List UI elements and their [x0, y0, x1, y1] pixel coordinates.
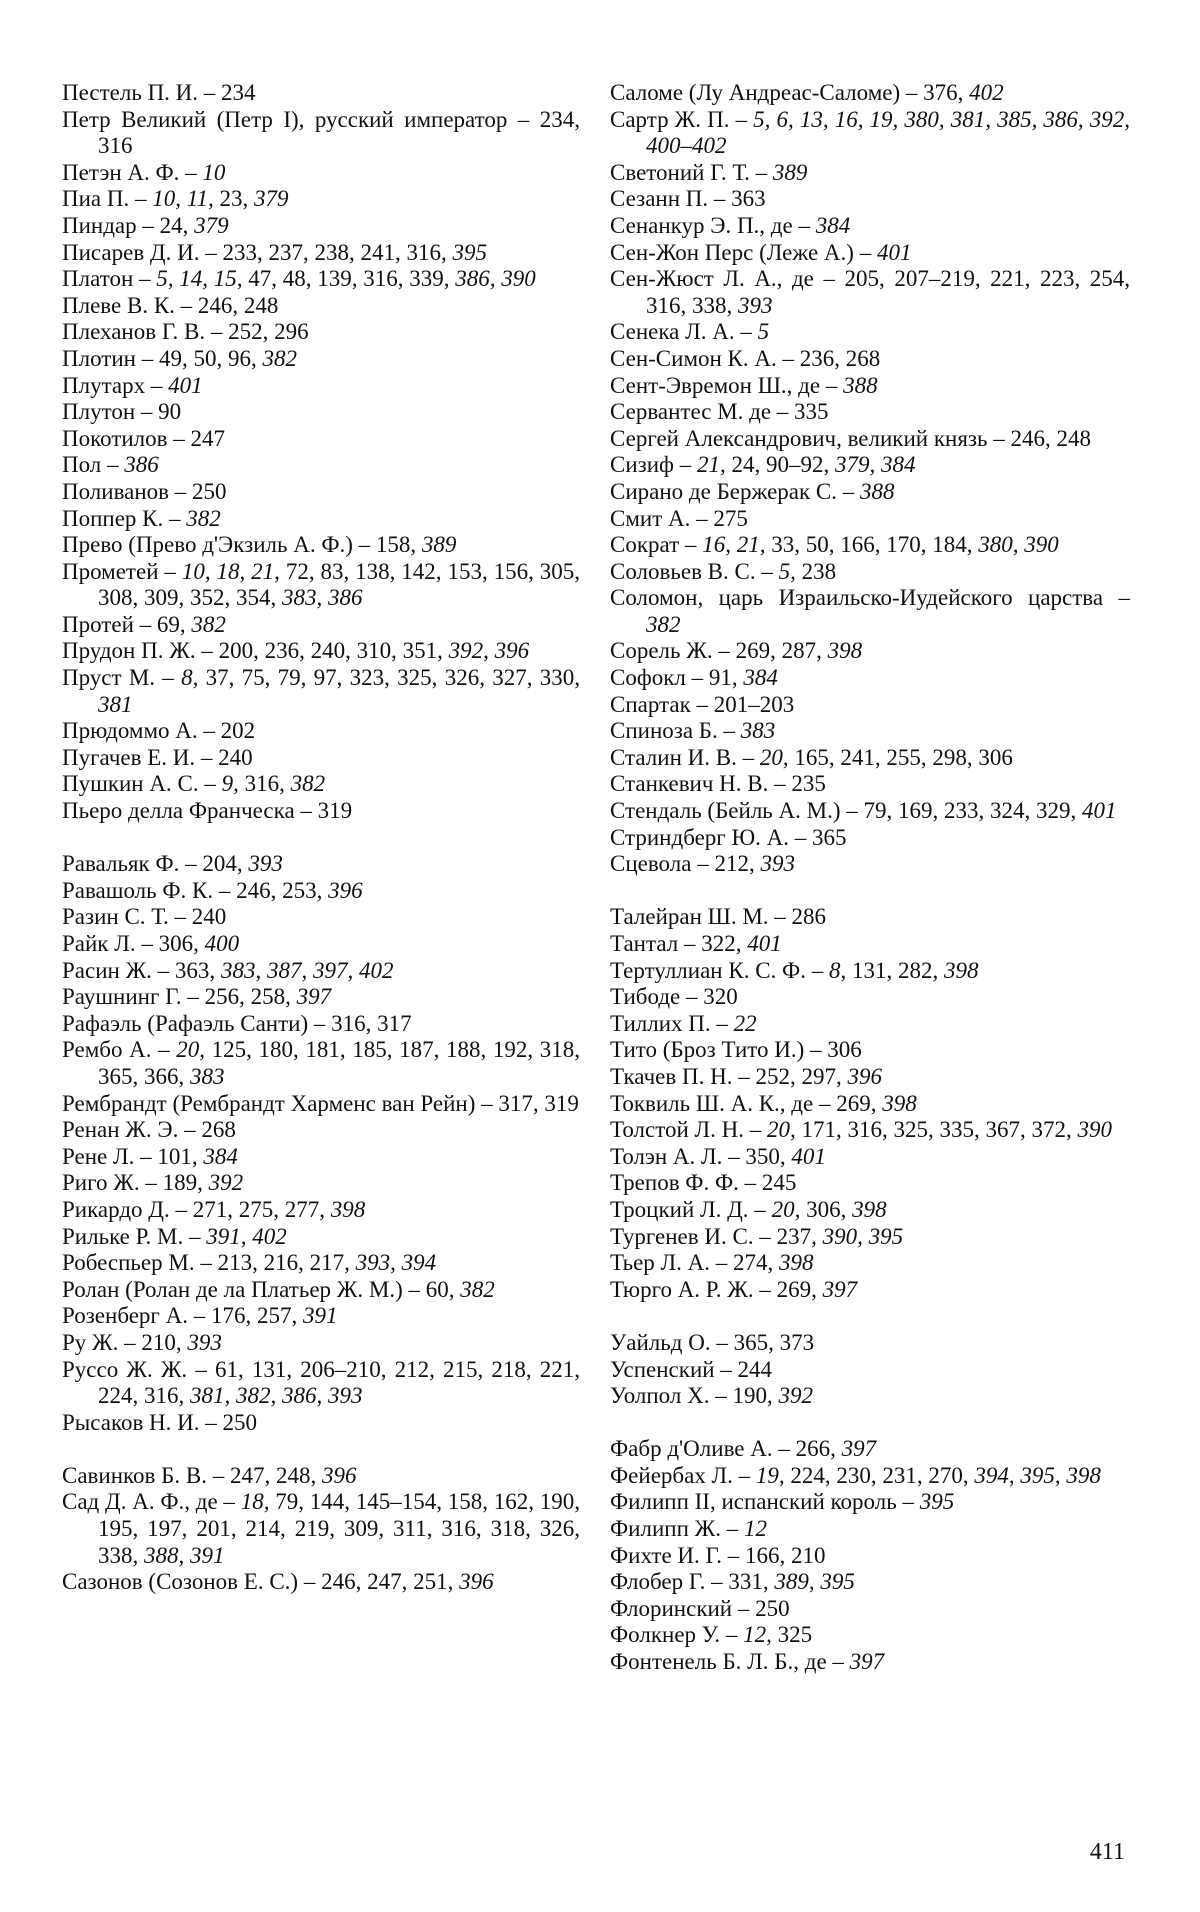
- index-entry: Сен-Симон К. А. – 236, 268: [610, 345, 881, 371]
- section-gap: [62, 1436, 580, 1463]
- index-entry: Пиа П. – 10, 11, 23, 379: [62, 186, 289, 212]
- index-entry: Платон – 5, 14, 15, 47, 48, 139, 316, 339, 386, 390: [62, 266, 536, 292]
- index-entry: Руссо Ж. Ж. – 61, 131, 206–210, 212, 215, 218, 221, 224, 316, 381, 382, 386, 393: [62, 1356, 580, 1409]
- index-entry: Сталин И. В. – 20, 165, 241, 255, 298, 306: [610, 744, 1013, 770]
- index-entry: Соловьев В. С. – 5, 238: [610, 558, 837, 584]
- index-entry: Рембрандт (Рембрандт Харменс ван Рейн) – 317, 319: [62, 1090, 579, 1116]
- index-entry: Трепов Ф. Ф. – 245: [610, 1170, 797, 1196]
- index-entry: Тиллих П. – 22: [610, 1010, 757, 1036]
- index-entry: Петэн А. Ф. – 10: [62, 159, 226, 185]
- index-entry: Рене Л. – 101, 384: [62, 1143, 238, 1169]
- index-entry: Райк Л. – 306, 400: [62, 931, 240, 956]
- index-entry: Флобер Г. – 331, 389, 395: [610, 1569, 855, 1595]
- index-entry: Сорель Ж. – 269, 287, 398: [610, 638, 863, 664]
- index-entry: Сартр Ж. П. – 5, 6, 13, 16, 19, 380, 381, 385, 386, 392, 400–402: [610, 106, 1131, 159]
- index-entry: Рембо А. – 20, 125, 180, 181, 185, 187, 188, 192, 318, 365, 366, 383: [62, 1037, 580, 1089]
- index-entry: Плутарх – 401: [62, 372, 203, 398]
- index-entry: Рысаков Н. И. – 250: [62, 1409, 258, 1435]
- index-entry: Ролан (Ролан де ла Платьер Ж. М.) – 60, 382: [62, 1276, 495, 1302]
- index-entry: Станкевич Н. В. – 235: [610, 771, 826, 797]
- section-gap: [62, 825, 580, 852]
- index-entry: Пугачев Е. И. – 240: [62, 744, 253, 770]
- index-entry: Сезанн П. – 363: [610, 186, 766, 212]
- index-entry: Ткачев П. Н. – 252, 297, 396: [610, 1063, 882, 1089]
- index-entry: Плутон – 90: [62, 399, 182, 425]
- index-entry: Петр Великий (Петр I), русский император – 234, 316: [62, 106, 580, 159]
- index-column-left: [62, 80, 580, 1596]
- index-entry: Фонтенель Б. Л. Б., де – 397: [610, 1649, 885, 1675]
- index-entry: Сад Д. А. Ф., де – 18, 79, 144, 145–154, 158, 162, 190, 195, 197, 201, 214, 219, 309, 311, 316, 318, 326, 338, 388, 391: [62, 1489, 580, 1568]
- index-entry: Спиноза Б. – 383: [610, 718, 776, 744]
- index-entry: Сирано де Бержерак С. – 388: [610, 478, 895, 504]
- index-entry: Тантал – 322, 401: [610, 931, 782, 956]
- index-entry: Расин Ж. – 363, 383, 387, 397, 402: [62, 957, 394, 983]
- index-entry: Прометей – 10, 18, 21, 72, 83, 138, 142, 153, 156, 305, 308, 309, 352, 354, 383, 386: [62, 558, 581, 611]
- index-entry: Пестель П. И. – 234: [62, 80, 256, 105]
- index-entry: Талейран Ш. М. – 286: [610, 904, 827, 930]
- index-entry: Пруст М. – 8, 37, 75, 79, 97, 323, 325, 326, 327, 330, 381: [62, 665, 580, 717]
- index-entry: Фейербах Л. – 19, 224, 230, 231, 270, 394, 395, 398: [610, 1462, 1101, 1488]
- page-number: 411: [1089, 1839, 1125, 1865]
- index-entry: Смит А. – 275: [610, 505, 748, 531]
- index-entry: Рильке Р. М. – 391, 402: [62, 1223, 287, 1249]
- index-entry: Тито (Броз Тито И.) – 306: [610, 1037, 862, 1063]
- index-entry: Сервантес М. де – 335: [610, 399, 829, 425]
- index-entry: Прюдоммо А. – 202: [62, 718, 256, 744]
- index-entry: Сизиф – 21, 24, 90–92, 379, 384: [610, 452, 916, 478]
- index-entry: Фолкнер У. – 12, 325: [610, 1622, 813, 1648]
- index-entry: Пьеро делла Франческа – 319: [62, 798, 353, 824]
- section-gap: [610, 878, 1130, 905]
- index-entry: Светоний Г. Т. – 389: [610, 159, 808, 185]
- index-entry: Толстой Л. Н. – 20, 171, 316, 325, 335, 367, 372, 390: [610, 1117, 1112, 1143]
- index-entry: Протей – 69, 382: [62, 611, 226, 637]
- index-entry: Софокл – 91, 384: [610, 665, 778, 691]
- index-entry: Соломон, царь Израильско-Иудейского царства – 382: [610, 585, 1130, 637]
- index-entry: Робеспьер М. – 213, 216, 217, 393, 394: [62, 1250, 437, 1276]
- index-entry: Уолпол Х. – 190, 392: [610, 1383, 813, 1409]
- index-entry: Равашоль Ф. К. – 246, 253, 396: [62, 877, 363, 903]
- index-entry: Токвиль Ш. А. К., де – 269, 398: [610, 1090, 917, 1116]
- index-entry: Ренан Ж. Э. – 268: [62, 1117, 236, 1143]
- index-entry: Спартак – 201–203: [610, 691, 795, 717]
- index-entry: Пол – 386: [62, 452, 159, 478]
- index-entry: Стриндберг Ю. А. – 365: [610, 824, 847, 850]
- index-entry: Сергей Александрович, великий князь – 246, 248: [610, 425, 1091, 451]
- index-entry: Тибоде – 320: [610, 984, 738, 1010]
- section-gap: [610, 1410, 1130, 1437]
- index-column-right: [610, 80, 1130, 1676]
- index-entry: Плеве В. К. – 246, 248: [62, 292, 279, 318]
- index-entry: Плеханов Г. В. – 252, 296: [62, 319, 309, 345]
- index-entry: Тертуллиан К. С. Ф. – 8, 131, 282, 398: [610, 957, 979, 983]
- index-entry: Сен-Жон Перс (Леже А.) – 401: [610, 239, 912, 265]
- index-entry: Сократ – 16, 21, 33, 50, 166, 170, 184, 380, 390: [610, 532, 1059, 558]
- index-entry: Розенберг А. – 176, 257, 391: [62, 1303, 338, 1329]
- index-entry: Тюрго А. Р. Ж. – 269, 397: [610, 1276, 858, 1302]
- index-entry: Риго Ж. – 189, 392: [62, 1170, 244, 1196]
- index-entry: Прудон П. Ж. – 200, 236, 240, 310, 351, 392, 396: [62, 638, 530, 664]
- index-entry: Плотин – 49, 50, 96, 382: [62, 345, 297, 371]
- index-entry: Филипп Ж. – 12: [610, 1516, 767, 1542]
- index-entry: Сцевола – 212, 393: [610, 851, 795, 877]
- index-entry: Рафаэль (Рафаэль Санти) – 316, 317: [62, 1010, 412, 1036]
- index-entry: Сен-Жюст Л. А., де – 205, 207–219, 221, 223, 254, 316, 338, 393: [610, 266, 1130, 318]
- index-entry: Флоринский – 250: [610, 1595, 790, 1621]
- index-entry: Сенека Л. А. – 5: [610, 319, 770, 345]
- index-entry: Савинков Б. В. – 247, 248, 396: [62, 1462, 357, 1488]
- index-entry: Филипп II, испанский король – 395: [610, 1489, 955, 1515]
- index-entry: Раушнинг Г. – 256, 258, 397: [62, 984, 332, 1010]
- index-entry: Пушкин А. С. – 9, 316, 382: [62, 771, 326, 797]
- index-entry: Фихте И. Г. – 166, 210: [610, 1542, 826, 1568]
- index-entry: Рикардо Д. – 271, 275, 277, 398: [62, 1196, 366, 1222]
- index-entry: Писарев Д. И. – 233, 237, 238, 241, 316, 395: [62, 239, 487, 265]
- index-entry: Сазонов (Созонов Е. С.) – 246, 247, 251, 396: [62, 1569, 494, 1595]
- index-entry: Успенский – 244: [610, 1356, 773, 1382]
- index-entry: Покотилов – 247: [62, 425, 226, 451]
- index-entry: Пиндар – 24, 379: [62, 212, 229, 238]
- index-entry: Сент-Эвремон Ш., де – 388: [610, 372, 878, 398]
- index-entry: Саломе (Лу Андреас-Саломе) – 376, 402: [610, 80, 1004, 105]
- index-entry: Тьер Л. А. – 274, 398: [610, 1250, 814, 1276]
- index-entry: Толэн А. Л. – 350, 401: [610, 1143, 826, 1169]
- index-entry: Прево (Прево д'Экзиль А. Ф.) – 158, 389: [62, 532, 457, 558]
- index-entry: Фабр д'Оливе А. – 266, 397: [610, 1436, 877, 1462]
- index-entry: Разин С. Т. – 240: [62, 904, 227, 930]
- index-entry: Поливанов – 250: [62, 478, 227, 504]
- index-entry: Стендаль (Бейль А. М.) – 79, 169, 233, 324, 329, 401: [610, 798, 1117, 824]
- index-entry: Тургенев И. С. – 237, 390, 395: [610, 1223, 904, 1249]
- index-entry: Троцкий Л. Д. – 20, 306, 398: [610, 1196, 887, 1222]
- section-gap: [610, 1303, 1130, 1330]
- index-entry: Сенанкур Э. П., де – 384: [610, 212, 851, 238]
- index-entry: Ру Ж. – 210, 393: [62, 1329, 222, 1355]
- index-entry: Уайльд О. – 365, 373: [610, 1329, 815, 1355]
- index-entry: Равальяк Ф. – 204, 393: [62, 851, 283, 877]
- index-entry: Поппер К. – 382: [62, 505, 221, 531]
